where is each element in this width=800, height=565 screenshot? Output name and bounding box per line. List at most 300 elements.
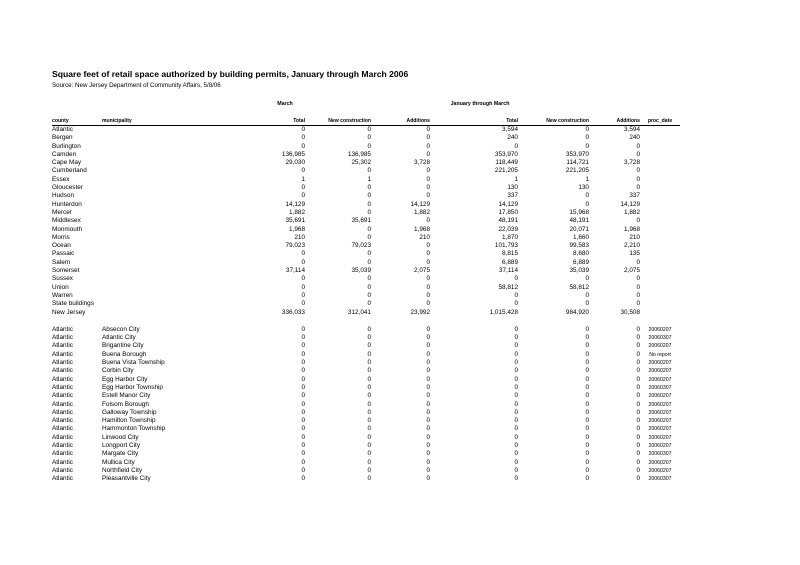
march-additions-cell: 0 (426, 242, 430, 250)
march-additions-cell: 0 (426, 466, 430, 474)
ytd-total-cell: 0 (514, 458, 518, 466)
march-additions-cell: 0 (426, 342, 430, 350)
county-cell: Atlantic (52, 383, 73, 391)
municipality-row (52, 359, 680, 367)
county-row (52, 284, 680, 292)
march-total-cell: 0 (301, 126, 305, 133)
march-total-cell: 0 (301, 325, 305, 333)
municipality-row (52, 442, 680, 450)
municipality-cell: Atlantic City (102, 334, 136, 342)
ytd-additions-cell: 0 (636, 392, 640, 400)
municipality-cell: Galloway Township (102, 408, 157, 416)
county-cell: Atlantic (52, 359, 73, 367)
march-new-construction-cell: 0 (367, 167, 371, 175)
municipality-cell (102, 242, 192, 250)
county-row (52, 176, 680, 184)
proc-date-cell: 20060207 (648, 326, 672, 333)
ytd-new-construction-cell: 0 (585, 359, 589, 367)
proc-date-cell (640, 275, 680, 283)
ytd-additions-cell: 337 (629, 192, 640, 200)
ytd-additions-cell: 0 (636, 142, 640, 150)
ytd-total-cell: 0 (514, 359, 518, 367)
ytd-new-construction-cell: 0 (585, 192, 589, 200)
march-additions-cell: 0 (426, 350, 430, 358)
county-row (52, 267, 680, 275)
ytd-new-construction-cell: 0 (585, 126, 589, 133)
ytd-new-construction-cell: 0 (585, 433, 589, 441)
spacer-cell (52, 317, 680, 326)
march-additions-cell: 14,129 (410, 200, 430, 208)
march-total-cell: 35,691 (285, 217, 305, 225)
ytd-new-construction-cell: 0 (585, 383, 589, 391)
ytd-additions-cell: 0 (636, 275, 640, 283)
ytd-additions-cell: 0 (636, 441, 640, 449)
municipality-row (52, 376, 680, 384)
ytd-additions-cell: 240 (629, 134, 640, 142)
march-additions-cell: 0 (426, 175, 430, 183)
march-new-construction-cell: 0 (367, 342, 371, 350)
ytd-total-cell: 48,191 (498, 217, 518, 225)
march-new-construction-cell: 0 (367, 466, 371, 474)
proc-date-cell: 20060207 (648, 360, 672, 367)
proc-date-cell (640, 292, 680, 300)
march-total-cell: 0 (301, 375, 305, 383)
county-cell: Warren (52, 291, 73, 299)
municipality-cell (102, 250, 192, 258)
ytd-total-cell: 0 (514, 475, 518, 483)
march-new-construction-cell: 0 (367, 441, 371, 449)
county-cell: Atlantic (52, 392, 73, 400)
march-new-construction-cell: 0 (367, 291, 371, 299)
march-new-construction-cell: 0 (367, 350, 371, 358)
march-new-construction-cell: 0 (367, 417, 371, 425)
ytd-total-cell: 0 (514, 334, 518, 342)
municipality-cell: Northfield City (102, 466, 143, 474)
march-new-construction-cell: 0 (367, 184, 371, 192)
county-cell: Atlantic (52, 475, 73, 483)
march-new-construction-cell: 0 (367, 233, 371, 241)
ytd-additions-cell: 210 (629, 233, 640, 241)
ytd-new-construction-cell: 0 (585, 367, 589, 375)
march-new-construction-cell: 0 (367, 334, 371, 342)
county-cell: Essex (52, 175, 70, 183)
ytd-total-cell: 0 (514, 392, 518, 400)
ytd-new-construction-cell: 0 (585, 275, 589, 283)
municipality-cell (102, 267, 192, 275)
march-total-cell: 0 (301, 475, 305, 483)
municipality-row (52, 467, 680, 475)
ytd-new-construction-cell: 0 (585, 450, 589, 458)
proc-date-cell (640, 242, 680, 250)
ytd-additions-cell: 0 (636, 417, 640, 425)
municipality-row (52, 409, 680, 417)
ytd-new-construction-cell: 0 (585, 291, 589, 299)
ytd-total-cell: 130 (507, 184, 518, 192)
proc-date-cell (640, 134, 680, 142)
county-cell: New Jersey (52, 308, 86, 316)
county-row (52, 209, 680, 217)
ytd-new-construction-cell: 35,039 (569, 267, 589, 275)
proc-date-cell (640, 250, 680, 258)
county-cell: Bergen (52, 134, 73, 142)
ytd-total-cell: 0 (514, 375, 518, 383)
march-additions-cell: 1,968 (414, 225, 430, 233)
march-new-construction-cell: 0 (367, 425, 371, 433)
municipality-cell (102, 217, 192, 225)
ytd-additions-cell: 135 (629, 250, 640, 258)
ytd-additions-cell: 0 (636, 291, 640, 299)
march-new-construction-cell: 0 (367, 258, 371, 266)
ytd-new-construction-cell: 0 (585, 142, 589, 150)
proc-date-cell: 20060207 (648, 434, 672, 441)
ytd-new-construction-cell: 0 (585, 458, 589, 466)
column-header-row (52, 117, 680, 126)
municipality-row (52, 459, 680, 467)
municipality-row (52, 326, 680, 334)
march-total-cell: 0 (301, 350, 305, 358)
ytd-additions-cell: 3,728 (624, 159, 640, 167)
march-new-construction-cell: 79,023 (351, 242, 371, 250)
march-additions-cell: 0 (426, 367, 430, 375)
municipality-cell (102, 234, 192, 242)
county-row (52, 259, 680, 267)
proc-date-cell (640, 209, 680, 217)
march-total-cell: 0 (301, 300, 305, 308)
municipality-row (52, 367, 680, 375)
municipality-cell (102, 201, 192, 209)
ytd-new-construction-cell: 114,721 (566, 159, 589, 167)
ytd-additions-cell: 0 (636, 283, 640, 291)
municipality-row (52, 334, 680, 342)
municipality-cell: Egg Harbor City (102, 375, 148, 383)
ytd-total-cell: 240 (507, 134, 518, 142)
municipality-cell: Brigantine City (102, 342, 144, 350)
ytd-total-cell: 3,594 (502, 126, 518, 133)
march-additions-cell: 0 (426, 408, 430, 416)
ytd-additions-cell: 0 (636, 217, 640, 225)
county-cell: Atlantic (52, 350, 73, 358)
municipality-cell: Corbin City (102, 367, 134, 375)
municipality-cell: Folsom Borough (102, 400, 149, 408)
ytd-total-cell: 221,205 (494, 167, 518, 175)
proc-date-cell (640, 267, 680, 275)
march-new-construction-cell: 35,691 (351, 217, 371, 225)
county-cell: Atlantic (52, 441, 73, 449)
ytd-additions-cell: 0 (636, 167, 640, 175)
ytd-new-construction-cell: 20,071 (569, 225, 589, 233)
proc-date-cell: 20060307 (648, 335, 672, 342)
county-row (52, 201, 680, 209)
ytd-total-cell: 1 (514, 175, 518, 183)
group-header-march: March (277, 101, 293, 107)
proc-date-cell (640, 159, 680, 167)
county-row (52, 126, 680, 135)
march-additions-cell: 0 (426, 300, 430, 308)
ytd-additions-cell: 14,129 (620, 200, 640, 208)
county-row (52, 234, 680, 242)
ytd-additions-cell: 0 (636, 408, 640, 416)
march-new-construction-cell: 0 (367, 283, 371, 291)
march-total-cell: 136,985 (281, 150, 305, 158)
proc-date-cell: 20060207 (648, 376, 672, 383)
municipality-cell: Buena Vista Township (102, 359, 165, 367)
proc-date-cell (640, 176, 680, 184)
march-additions-cell: 0 (426, 184, 430, 192)
march-additions-cell: 0 (426, 383, 430, 391)
ytd-additions-cell: 0 (636, 175, 640, 183)
march-total-cell: 0 (301, 334, 305, 342)
county-cell: Atlantic (52, 126, 73, 133)
col-march-additions: Additions (371, 117, 430, 126)
county-cell: Atlantic (52, 425, 73, 433)
march-additions-cell: 0 (426, 283, 430, 291)
proc-date-cell (640, 234, 680, 242)
county-cell: Atlantic (52, 375, 73, 383)
ytd-additions-cell: 1,968 (624, 225, 640, 233)
ytd-new-construction-cell: 1,660 (573, 233, 589, 241)
municipality-cell (102, 126, 192, 135)
march-additions-cell: 2,075 (414, 267, 430, 275)
county-cell: Passaic (52, 250, 75, 258)
march-additions-cell: 1,882 (414, 208, 430, 216)
col-march-new-construction: New construction (305, 117, 371, 126)
ytd-new-construction-cell: 0 (585, 134, 589, 142)
march-additions-cell: 0 (426, 250, 430, 258)
county-row (52, 134, 680, 142)
proc-date-cell (640, 259, 680, 267)
county-cell: Atlantic (52, 458, 73, 466)
march-total-cell: 0 (301, 142, 305, 150)
county-cell: Sussex (52, 275, 73, 283)
ytd-new-construction-cell: 6,889 (573, 258, 589, 266)
ytd-new-construction-cell: 221,205 (565, 167, 589, 175)
proc-date-cell (640, 126, 680, 135)
ytd-total-cell: 0 (514, 300, 518, 308)
march-new-construction-cell: 0 (367, 475, 371, 483)
march-total-cell: 37,114 (285, 267, 305, 275)
county-cell: Atlantic (52, 433, 73, 441)
march-new-construction-cell: 0 (367, 142, 371, 150)
ytd-new-construction-cell: 353,970 (565, 150, 589, 158)
county-cell: State buildings (52, 300, 94, 308)
ytd-new-construction-cell: 58,812 (569, 283, 589, 291)
ytd-total-cell: 0 (514, 466, 518, 474)
ytd-total-cell: 337 (507, 192, 518, 200)
county-row (52, 143, 680, 151)
proc-date-cell: 20060307 (648, 476, 672, 483)
proc-date-cell (640, 192, 680, 200)
municipality-row (52, 434, 680, 442)
march-new-construction-cell: 1 (367, 175, 371, 183)
march-additions-cell: 0 (426, 126, 430, 133)
march-total-cell: 0 (301, 291, 305, 299)
march-additions-cell: 0 (426, 417, 430, 425)
county-cell: Middlesex (52, 217, 81, 225)
march-additions-cell: 0 (426, 441, 430, 449)
ytd-total-cell: 0 (514, 291, 518, 299)
march-additions-cell: 0 (426, 334, 430, 342)
municipality-cell: Estell Manor City (102, 392, 151, 400)
municipality-row (52, 425, 680, 433)
proc-date-cell: 20060207 (648, 442, 672, 449)
proc-date-cell: 20060207 (648, 467, 672, 474)
ytd-total-cell: 0 (514, 367, 518, 375)
table-body (52, 126, 680, 484)
proc-date-cell: 20060207 (648, 368, 672, 375)
march-new-construction-cell: 0 (367, 225, 371, 233)
march-total-cell: 0 (301, 275, 305, 283)
ytd-total-cell: 22,039 (498, 225, 518, 233)
ytd-total-cell: 0 (514, 400, 518, 408)
ytd-new-construction-cell: 0 (585, 475, 589, 483)
ytd-total-cell: 0 (514, 441, 518, 449)
ytd-additions-cell: 0 (636, 466, 640, 474)
ytd-total-cell: 8,815 (502, 250, 518, 258)
ytd-new-construction-cell: 0 (585, 466, 589, 474)
county-cell: Somerset (52, 267, 80, 275)
municipality-row (52, 392, 680, 400)
county-cell: Atlantic (52, 367, 73, 375)
march-total-cell: 0 (301, 283, 305, 291)
ytd-new-construction-cell: 0 (585, 200, 589, 208)
county-cell: Atlantic (52, 408, 73, 416)
proc-date-cell: 20060307 (648, 451, 672, 458)
county-cell: Atlantic (52, 325, 73, 333)
municipality-cell (102, 151, 192, 159)
municipality-row (52, 384, 680, 392)
march-total-cell: 0 (301, 400, 305, 408)
col-county: county (52, 117, 102, 126)
ytd-additions-cell: 0 (636, 450, 640, 458)
ytd-new-construction-cell: 1 (585, 175, 589, 183)
march-new-construction-cell: 0 (367, 200, 371, 208)
ytd-total-cell: 353,970 (494, 150, 518, 158)
march-new-construction-cell: 0 (367, 450, 371, 458)
ytd-additions-cell: 0 (636, 150, 640, 158)
county-cell: Salem (52, 258, 71, 266)
march-additions-cell: 3,728 (414, 159, 430, 167)
municipality-cell (102, 259, 192, 267)
county-row (52, 275, 680, 283)
county-cell: Ocean (52, 242, 71, 250)
march-additions-cell: 0 (426, 475, 430, 483)
march-additions-cell: 0 (426, 458, 430, 466)
march-additions-cell: 0 (426, 275, 430, 283)
march-additions-cell: 0 (426, 400, 430, 408)
county-cell: Atlantic (52, 417, 73, 425)
proc-date-cell (640, 201, 680, 209)
county-cell: Atlantic (52, 466, 73, 474)
col-march-total: Total (192, 117, 305, 126)
proc-date-cell: 20060207 (648, 426, 672, 433)
municipality-cell: Mullica City (102, 458, 135, 466)
march-new-construction-cell: 0 (367, 375, 371, 383)
ytd-additions-cell: 0 (636, 359, 640, 367)
march-total-cell: 0 (301, 383, 305, 391)
ytd-additions-cell: 0 (636, 400, 640, 408)
march-new-construction-cell: 312,041 (347, 308, 371, 316)
county-cell: Hudson (52, 192, 75, 200)
county-cell: Cape May (52, 159, 82, 167)
section-spacer (52, 317, 680, 326)
proc-date-cell: 20060207 (648, 343, 672, 350)
march-new-construction-cell: 35,039 (351, 267, 371, 275)
col-proc-date: proc_date (640, 117, 680, 126)
ytd-additions-cell: 3,594 (624, 126, 640, 133)
march-total-cell: 79,023 (285, 242, 305, 250)
municipality-cell: Linwood City (102, 433, 139, 441)
proc-date-cell (640, 184, 680, 192)
march-new-construction-cell: 0 (367, 367, 371, 375)
march-new-construction-cell: 0 (367, 392, 371, 400)
municipality-cell (102, 167, 192, 175)
proc-date-cell (640, 143, 680, 151)
march-new-construction-cell: 0 (367, 408, 371, 416)
march-additions-cell: 0 (426, 150, 430, 158)
source-note: Source: New Jersey Department of Community Affairs, 5/8/06 (52, 82, 221, 89)
march-total-cell: 0 (301, 441, 305, 449)
march-additions-cell: 0 (426, 134, 430, 142)
municipality-cell: Hamilton Township (102, 417, 156, 425)
municipality-cell (102, 292, 192, 300)
proc-date-cell: 20060207 (648, 393, 672, 400)
ytd-total-cell: 0 (514, 408, 518, 416)
ytd-new-construction-cell: 0 (585, 400, 589, 408)
ytd-total-cell: 0 (514, 275, 518, 283)
proc-date-cell (640, 309, 680, 317)
march-additions-cell: 0 (426, 433, 430, 441)
march-additions-cell: 0 (426, 167, 430, 175)
march-additions-cell: 23,992 (410, 308, 430, 316)
ytd-new-construction-cell: 0 (585, 350, 589, 358)
march-total-cell: 0 (301, 258, 305, 266)
march-total-cell: 0 (301, 342, 305, 350)
county-cell: Cumberland (52, 167, 87, 175)
county-cell: Atlantic (52, 450, 73, 458)
ytd-total-cell: 0 (514, 342, 518, 350)
municipality-cell (102, 300, 192, 308)
march-total-cell: 0 (301, 425, 305, 433)
municipality-cell: Egg Harbor Township (102, 383, 163, 391)
ytd-total-cell: 58,812 (498, 283, 518, 291)
county-row (52, 309, 680, 317)
ytd-new-construction-cell: 0 (585, 417, 589, 425)
ytd-additions-cell: 0 (636, 367, 640, 375)
ytd-new-construction-cell: 984,920 (565, 308, 589, 316)
ytd-additions-cell: 0 (636, 334, 640, 342)
municipality-cell (102, 159, 192, 167)
ytd-new-construction-cell: 0 (585, 408, 589, 416)
march-total-cell: 0 (301, 408, 305, 416)
march-total-cell: 0 (301, 417, 305, 425)
march-total-cell: 0 (301, 367, 305, 375)
march-new-construction-cell: 0 (367, 208, 371, 216)
col-ytd-new-construction: New construction (518, 117, 589, 126)
municipality-cell (102, 309, 192, 317)
march-total-cell: 1 (301, 175, 305, 183)
ytd-total-cell: 14,129 (498, 200, 518, 208)
county-row (52, 242, 680, 250)
march-additions-cell: 0 (426, 450, 430, 458)
march-total-cell: 0 (301, 192, 305, 200)
municipality-cell (102, 284, 192, 292)
report-title: Square feet of retail space authorized by building permits, January through March 2006 (52, 69, 409, 79)
ytd-new-construction-cell: 0 (585, 342, 589, 350)
county-cell: Mercer (52, 208, 72, 216)
ytd-additions-cell: 2,210 (624, 242, 640, 250)
municipality-cell (102, 176, 192, 184)
ytd-new-construction-cell: 48,191 (569, 217, 589, 225)
